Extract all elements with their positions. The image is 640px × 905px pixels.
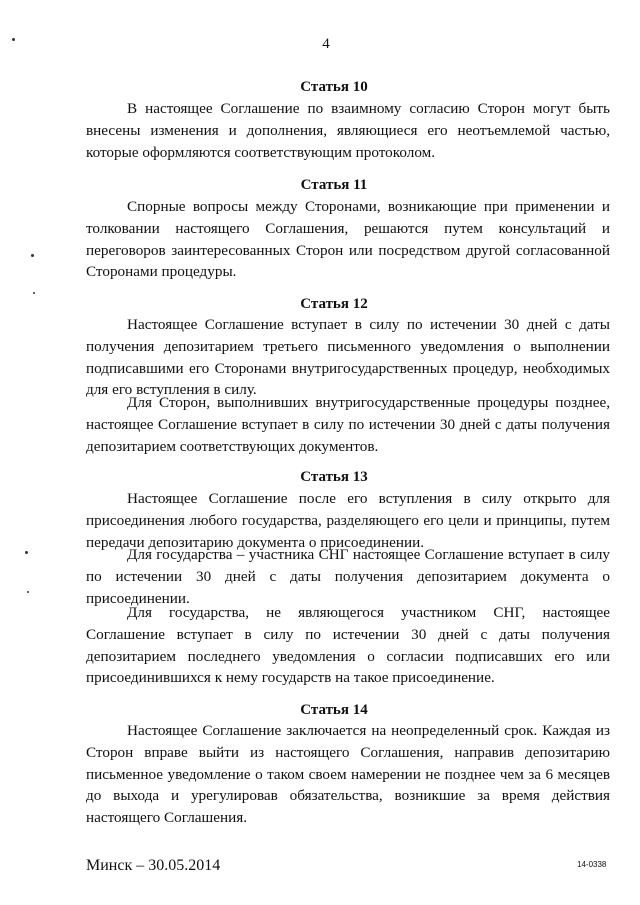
article-11-title: Статья 11 [300, 177, 368, 193]
article-13-paragraph-2: Для государства – участника СНГ настоящее Соглашение вступает в силу по истечении 30 дней с даты получения депозитарием документа о присоединении. [86, 546, 610, 607]
article-10-title: Статья 10 [300, 79, 368, 95]
footer-place-date: Минск – 30.05.2014 [86, 857, 221, 874]
article-14-paragraph-1: Настоящее Соглашение заключается на неопределенный срок. Каждая из Сторон вправе выйти из настоящего Соглашения, направив депозитарию письменное уведомление о таком своем намерении не позднее чем за 6 месяцев до выхода и урегулировав обязательства, возникшие за время действия настоящего Соглашения. [86, 722, 610, 827]
article-12-paragraph-2: Для Сторон, выполнивших внутригосударственные процедуры позднее, настоящее Соглашение вступает в силу по истечении 30 дней с даты получения депозитарием соответствующих документов. [86, 394, 610, 455]
article-10-paragraph-1: В настоящее Соглашение по взаимному согласию Сторон могут быть внесены изменения и дополнения, являющиеся его неотъемлемой частью, которые оформляются соответствующим протоколом. [86, 100, 610, 161]
article-11-paragraph-1: Спорные вопросы между Сторонами, возникающие при применении и толковании настоящего Соглашения, решаются путем консультаций и переговоров заинтересованных Сторон или посредством другой согласованной Сторонами процедуры. [86, 198, 610, 281]
scan-speck [31, 254, 34, 257]
scan-speck [25, 551, 28, 554]
article-12-paragraph-1: Настоящее Соглашение вступает в силу по истечении 30 дней с даты получения депозитарием третьего письменного уведомления о выполнении подписавшими его Сторонами внутригосударственных процедур, необходимых для его вступления в силу. [86, 316, 610, 399]
article-13-paragraph-1: Настоящее Соглашение после его вступления в силу открыто для присоединения любого государства, разделяющего его цели и принципы, путем передачи депозитарию документа о присоединении. [86, 490, 610, 551]
article-13-title: Статья 13 [300, 469, 368, 485]
page-number: 4 [322, 36, 330, 52]
article-13-paragraph-3: Для государства, не являющегося участником СНГ, настоящее Соглашение вступает в силу по истечении 30 дней с даты получения депозитарием последнего уведомления о согласии подписавших его или присоединившихся к нему государств на такое присоединение. [86, 604, 610, 687]
scan-speck [27, 591, 29, 593]
footer-document-code: 14-0338 [577, 860, 607, 869]
article-14-title: Статья 14 [300, 702, 368, 718]
article-12-title: Статья 12 [300, 296, 368, 312]
scan-speck [12, 38, 15, 41]
scan-speck [33, 292, 35, 294]
